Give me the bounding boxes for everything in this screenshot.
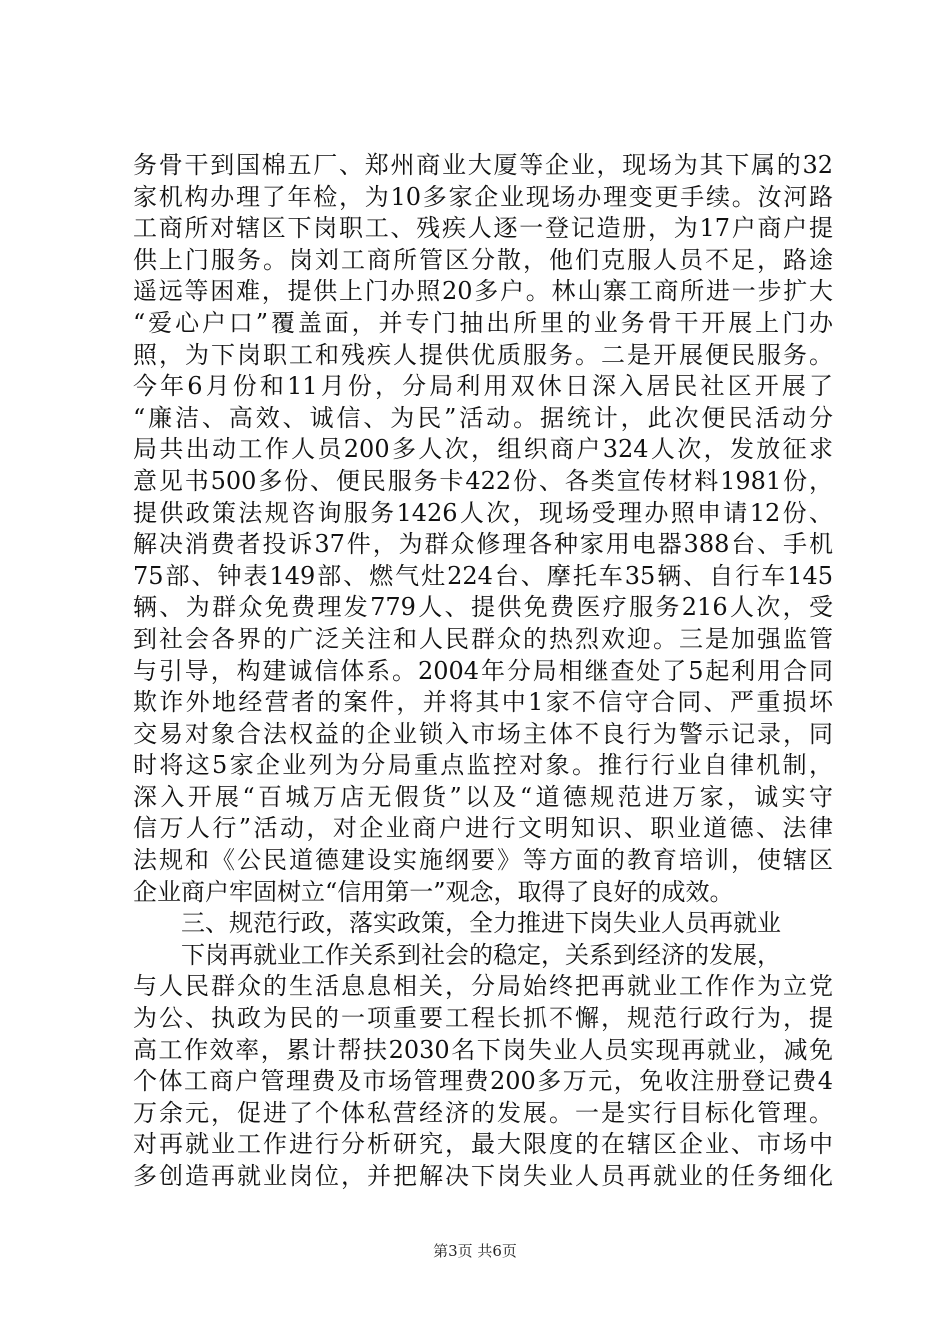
text-line: 辆、为群众免费理发779人、提供免费医疗服务216人次，受 (133, 593, 833, 622)
text-line: 局共出动工作人员200多人次，组织商户324人次，发放征求 (133, 435, 833, 464)
text-line: 遥远等困难，提供上门办照20多户。林山寨工商所进一步扩大 (133, 277, 833, 306)
text-line: 与引导，构建诚信体系。2004年分局相继查处了5起利用合同 (133, 656, 833, 685)
text-line: 与人民群众的生活息息相关，分局始终把再就业工作作为立党 (133, 972, 833, 1001)
page-footer: 第3页 共6页 (433, 1242, 517, 1260)
text-line: 个体工商户管理费及市场管理费200多万元，免收注册登记费4 (133, 1067, 833, 1096)
text-line: 家机构办理了年检，为10多家企业现场办理变更手续。汝河路 (133, 182, 833, 211)
text-line: 对再就业工作进行分析研究，最大限度的在辖区企业、市场中 (133, 1130, 833, 1159)
text-line: 为公、执政为民的一项重要工程长抓不懈，规范行政行为，提 (133, 1004, 833, 1033)
text-line: 万余元，促进了个体私营经济的发展。一是实行目标化管理。 (133, 1098, 833, 1127)
text-line: 务骨干到国棉五厂、郑州商业大厦等企业，现场为其下属的32 (133, 151, 833, 179)
text-line: 企业商户牢固树立“信用第一”观念，取得了良好的成效。 (133, 877, 734, 906)
text-line: 信万人行”活动，对企业商户进行文明知识、职业道德、法律 (133, 814, 833, 843)
text-line: 供上门服务。岗刘工商所管区分散，他们克服人员不足，路途 (133, 245, 833, 274)
text-line: 三、规范行政，落实政策，全力推进下岗失业人员再就业 (133, 909, 781, 938)
text-line: 交易对象合法权益的企业锁入市场主体不良行为警示记录，同 (133, 719, 833, 748)
text-line: 工商所对辖区下岗职工、残疾人逐一登记造册，为17户商户提 (133, 214, 833, 243)
text-line: “爱心户口”覆盖面，并专门抽出所里的业务骨干开展上门办 (133, 308, 833, 337)
text-line: 75部、钟表149部、燃气灶224台、摩托车35辆、自行车145 (133, 561, 833, 590)
text-line: “廉洁、高效、诚信、为民”活动。据统计，此次便民活动分 (133, 403, 833, 432)
text-line: 多创造再就业岗位，并把解决下岗失业人员再就业的任务细化 (133, 1162, 833, 1190)
body-text (133, 150, 833, 1193)
text-line: 提供政策法规咨询服务1426人次，现场受理办照申请12份、 (133, 498, 833, 527)
text-line: 今年6月份和11月份，分局利用双休日深入居民社区开展了 (133, 372, 833, 401)
text-line: 欺诈外地经营者的案件，并将其中1家不信守合同、严重损坏 (133, 688, 833, 717)
text-line: 下岗再就业工作关系到社会的稳定，关系到经济的发展， (133, 940, 781, 969)
text-line: 解决消费者投诉37件，为群众修理各种家用电器388台、手机 (133, 530, 833, 559)
text-line: 意见书500多份、便民服务卡422份、各类宣传材料1981份， (133, 466, 833, 495)
text-line: 到社会各界的广泛关注和人民群众的热烈欢迎。三是加强监管 (133, 624, 833, 653)
text-line: 深入开展“百城万店无假货”以及“道德规范进万家，诚实守 (133, 782, 833, 811)
text-line: 高工作效率，累计帮扶2030名下岗失业人员实现再就业，减免 (133, 1035, 833, 1064)
text-line: 法规和《公民道德建设实施纲要》等方面的教育培训，使辖区 (133, 846, 833, 875)
text-line: 照，为下岗职工和残疾人提供优质服务。二是开展便民服务。 (133, 340, 833, 369)
text-line: 时将这5家企业列为分局重点监控对象。推行行业自律机制， (133, 751, 833, 780)
